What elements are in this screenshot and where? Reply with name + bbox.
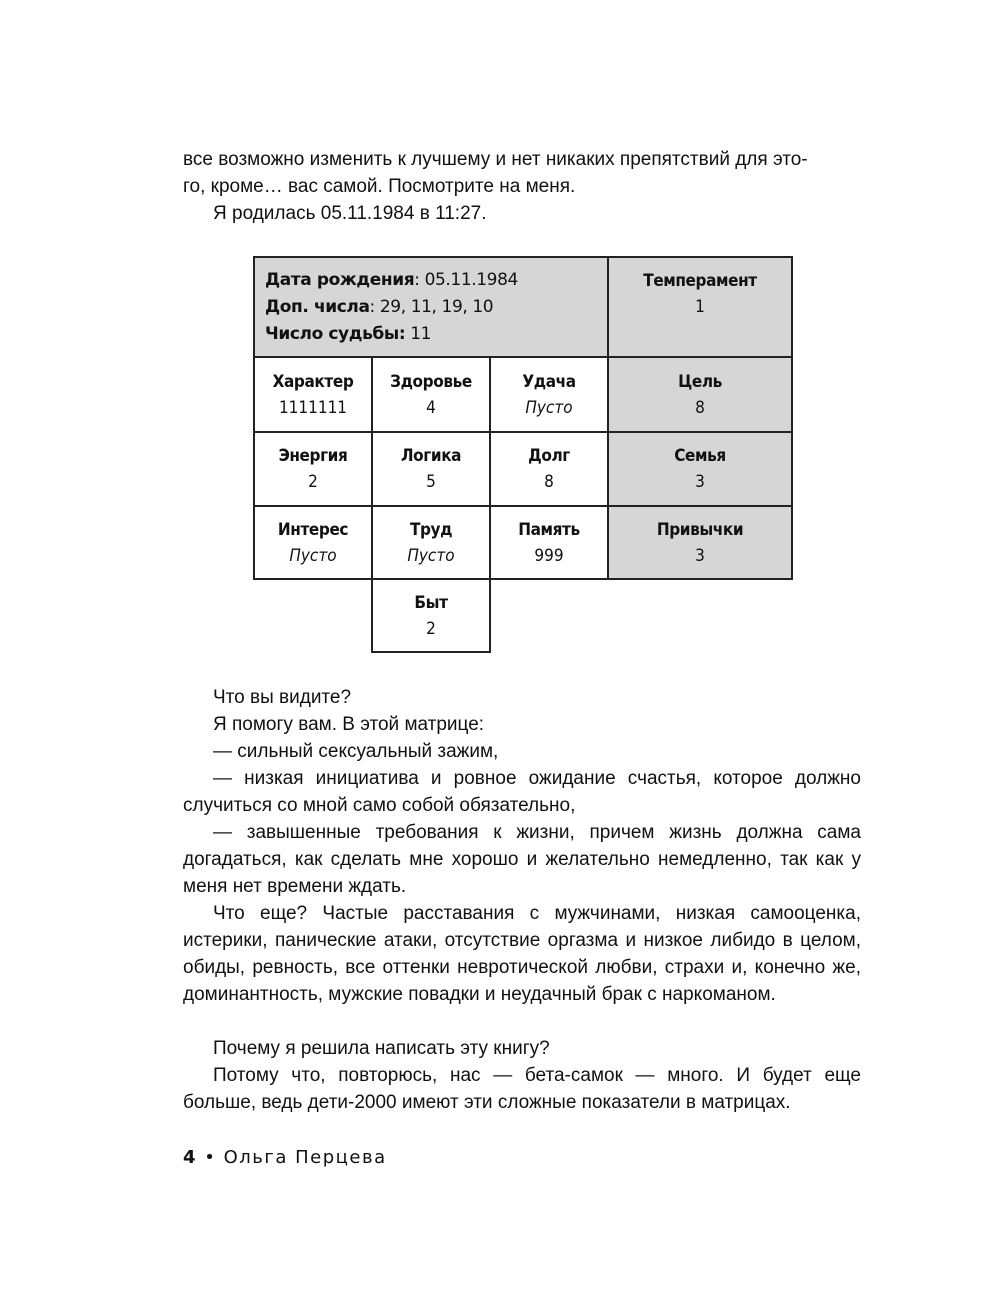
cell-label: Память (518, 519, 580, 540)
cell-label: Быт (414, 592, 448, 613)
cell-health (371, 356, 491, 433)
matrix-header-cell (253, 256, 609, 358)
cell-value: 3 (695, 545, 705, 566)
cell-character (253, 356, 373, 433)
birth-date-label: Дата рождения (265, 270, 415, 290)
cell-value: 999 (534, 545, 564, 566)
extra-numbers-value: : 29, 11, 19, 10 (369, 297, 494, 317)
cell-value: Пусто (525, 397, 573, 418)
birth-statement: Я родилась 05.11.1984 в 11:27. (213, 203, 487, 224)
cell-label: Темперамент (643, 271, 757, 291)
cell-value: 1 (695, 297, 705, 317)
cell-energy (253, 431, 373, 507)
cell-value: Пусто (289, 545, 337, 566)
cell-habits (607, 505, 793, 580)
cell-label: Труд (409, 519, 453, 540)
list-item-2: — низкая инициатива и ровное ожидание счастья, которое должно случиться со мной само собой обязательно, (183, 768, 861, 816)
cell-label: Долг (528, 446, 570, 466)
cell-luck (489, 356, 609, 433)
cell-duty (489, 431, 609, 507)
cell-value: 8 (544, 472, 554, 492)
cell-interest (253, 505, 373, 580)
page-footer (183, 1147, 387, 1168)
cell-value: 1111111 (278, 397, 348, 418)
intro-line-2: го, кроме… вас самой. Посмотрите на меня. (183, 176, 576, 197)
list-item-3: — завышенные требования к жизни, причем жизнь должна сама догадаться, как сделать мне хорошо и желательно немедленно, так как у меня нет времени ждать. (183, 822, 861, 897)
extra-numbers-label: Доп. числа (265, 297, 370, 317)
cell-label: Семья (674, 446, 726, 466)
cell-value: 2 (426, 618, 436, 639)
cell-logic (371, 431, 491, 507)
paragraph-because: Потому что, повторюсь, нас — бета-самок — много. И будет еще больше, ведь дети-2000 имеют эти сложные показатели в матрицах. (183, 1065, 861, 1113)
cell-labor (371, 505, 491, 580)
cell-label: Цель (678, 371, 722, 392)
cell-label: Логика (400, 446, 462, 466)
cell-temperament (607, 256, 793, 358)
author-name: Ольга Перцева (223, 1147, 387, 1168)
cell-label: Характер (272, 371, 354, 392)
cell-label: Удача (522, 371, 576, 392)
cell-family (607, 431, 793, 507)
birth-date-row (265, 267, 607, 294)
cell-life (371, 578, 491, 653)
footer-separator: • (204, 1147, 217, 1168)
birth-date-value: : 05.11.1984 (414, 270, 518, 290)
paragraph-why-book: Почему я решила написать эту книгу? (213, 1038, 550, 1059)
cell-value: 4 (426, 397, 436, 418)
cell-value: 3 (695, 472, 705, 492)
fate-number-label: Число судьбы: (265, 324, 406, 344)
list-item-1: — сильный сексуальный зажим, (213, 741, 499, 762)
cell-value: 8 (695, 397, 705, 418)
fate-number-value: 11 (405, 324, 432, 344)
cell-value: 2 (308, 472, 318, 492)
cell-goal (607, 356, 793, 433)
paragraph-what-else: Что еще? Частые расставания с мужчинами, низкая самооценка, истерики, панические атаки, отсутствие оргазма и низкое либидо в целом, обиды, ревность, все оттенки невротической любви, страхи и, конечно же, доминантность, мужские повадки и неудачный брак с наркоманом. (183, 903, 861, 1005)
cell-value: Пусто (407, 545, 455, 566)
cell-memory (489, 505, 609, 580)
cell-label: Здоровье (390, 371, 472, 392)
cell-label: Привычки (656, 519, 744, 540)
extra-numbers-row (265, 294, 607, 321)
page-number: 4 (183, 1147, 198, 1168)
paragraph-question: Что вы видите? (213, 687, 352, 708)
fate-number-row (265, 321, 607, 348)
cell-label: Энергия (278, 446, 348, 466)
cell-label: Интерес (277, 519, 349, 540)
cell-value: 5 (426, 472, 436, 492)
intro-line-1: все возможно изменить к лучшему и нет никаких препятствий для это- (183, 149, 808, 170)
paragraph-help: Я помогу вам. В этой матрице: (213, 714, 485, 735)
